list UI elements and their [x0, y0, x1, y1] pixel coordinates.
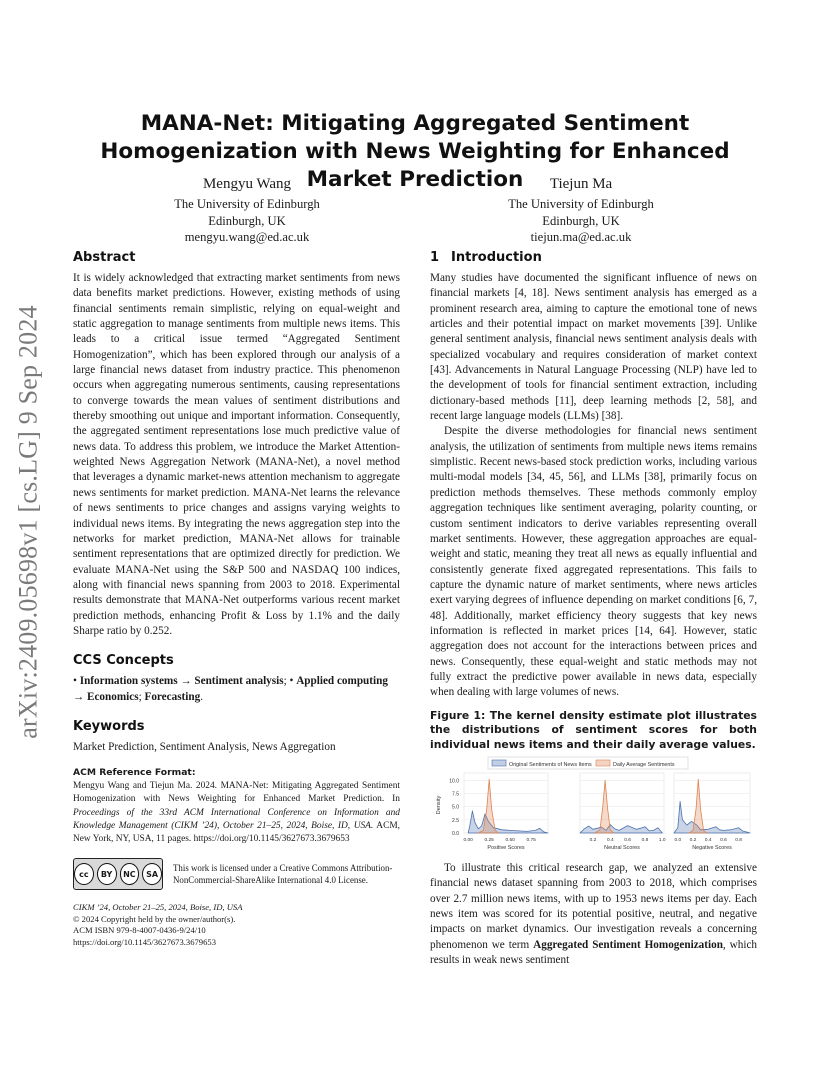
- ccs-concepts: [73, 674, 400, 705]
- ccs-bullet: •: [73, 675, 77, 688]
- paragraph-part: To illustrate this critical research gap, we analyzed an extensive financial news dataset spanning from 2003 to 2018, which comprises over 2.7 million news items, with up to 1953 news items per day. Each news item was scored for its potential positive, neutral, and negative impacts on market dynamics. Our investigation reveals a concerning phenomenon we term: [430, 862, 757, 951]
- original-sentiment-density: [580, 825, 662, 833]
- ccs-arrow: →: [73, 690, 85, 703]
- x-axis-label: Positive Scores: [487, 845, 525, 852]
- panel-frame: [464, 773, 548, 833]
- x-tick-label: 0.00: [463, 838, 473, 844]
- ccs-bullet: •: [289, 675, 294, 688]
- ccs-separator: ;: [283, 675, 287, 688]
- x-tick-label: 0.8: [735, 838, 742, 844]
- x-tick-label: 0.50: [505, 838, 515, 844]
- acm-ref-part: ACM, New York, NY, USA, 11 pages. https://doi.org/10.1145/3627673.3679653: [73, 820, 400, 845]
- acm-ref-part: Mengyu Wang and Tiejun Ma. 2024. MANA-Net: Mitigating Aggregated Sentiment Homogenization with News Weighting for Enhanced Market Prediction. In: [73, 781, 400, 805]
- ccs-concept: Applied computing: [296, 675, 388, 688]
- sa-icon: SA: [142, 863, 162, 885]
- author-affiliation: The University of Edinburgh: [508, 197, 654, 211]
- figure-caption: Figure 1: The kernel density estimate plot illustrates the distributions of sentiment scores for both individual news items and their daily average values.: [430, 708, 757, 752]
- keywords-text: Market Prediction, Sentiment Analysis, News Aggregation: [73, 740, 336, 753]
- intro-paragraph-1: Many studies have documented the significant influence of news on financial markets [4, 18]. News sentiment analysis has emerged as a prominent research area, aiming to capture the emotional tone of news articles and their potential impact on market movements [39]. Unlike general sentiment analysis, financial news sentiment analysis deals with specialized vocabulary and requires consideration of market context [43]. Advancements in Natural Language Processing (NLP) have led to the development of tools for financial sentiment extraction, including dictionary-based methods [11], deep learning methods [2, 58], and recent large language models (LLMs) [38].: [430, 272, 757, 423]
- intro-heading: [430, 250, 757, 265]
- ccs-concept: Sentiment analysis: [194, 675, 284, 688]
- author-location: Edinburgh, UK: [542, 213, 620, 228]
- ccs-arrow: →: [180, 675, 192, 688]
- panel-frame: [580, 773, 664, 833]
- section-title: Introduction: [451, 250, 542, 265]
- ccs-separator: ;: [138, 690, 142, 703]
- original-sentiment-density: [674, 801, 750, 833]
- legend-label: Original Sentiments of News Items: [509, 762, 592, 769]
- intro-paragraph-3: [430, 861, 757, 968]
- x-tick-label: 0.4: [704, 838, 712, 844]
- author-email[interactable]: tiejun.ma@ed.ac.uk: [530, 230, 632, 244]
- author-name: Tiejun Ma: [549, 176, 613, 192]
- author-location: Edinburgh, UK: [208, 213, 286, 228]
- cc-license-badge[interactable]: [73, 858, 163, 890]
- x-tick-label: 0.75: [526, 838, 536, 844]
- legend-swatch: [492, 760, 506, 766]
- by-icon: BY: [97, 863, 117, 885]
- author-affiliation: The University of Edinburgh: [174, 197, 320, 211]
- acm-ref-proceedings: Proceedings of the 33rd ACM International Conference on Information and Knowledge Management (CIKM ’24), October 21–25, 2024, Boise, ID, USA.: [73, 807, 400, 831]
- y-tick-label: 2.5: [452, 817, 459, 824]
- x-tick-label: 0.8: [641, 838, 649, 844]
- left-column: [73, 250, 400, 949]
- abstract-heading: Abstract: [73, 250, 136, 265]
- y-tick-label: 7.5: [452, 791, 459, 798]
- paper-title: MANA-Net: Mitigating Aggregated Sentiment Homogenization with News Weighting for Enhanced Market Prediction: [100, 111, 730, 192]
- daily-average-density: [478, 779, 498, 833]
- x-tick-label: 0.6: [720, 838, 727, 844]
- legend-swatch: [596, 760, 610, 766]
- x-tick-label: 1.0: [658, 838, 666, 844]
- legend-label: Daily Average Sentiments: [613, 762, 675, 769]
- y-axis-label: Density: [436, 795, 442, 815]
- original-sentiment-density: [468, 811, 548, 833]
- paragraph-part: , which results in weak news sentiment: [430, 938, 757, 967]
- abstract-text: It is widely acknowledged that extracting market sentiments from news data benefits market predictions. However, existing methods of using financial sentiments remain simplistic, relying on equal-weight and static aggregation to manage sentiments from multiple news items. This leads to a critical issue termed “Aggregated Sentiment Homogenization”, which has been explored through our analysis of a large financial news dataset from industry practice. This phenomenon occurs when aggregating numerous sentiments, causing representations to converge towards the mean values of sentiment distributions and thereby smoothing out unique and important information. Consequently, the aggregated sentiment representations lose much predictive value of news data. To address this problem, we introduce the Market Attention-weighted News Aggregation Network (MANA-Net), a novel method that leverages a dynamic market-news attention mechanism to aggregate news sentiments for market prediction. MANA-Net learns the relevance of news sentiments to price changes and assigns varying weights to individual news items. By integrating the news aggregation step into the networks for market prediction, MANA-Net allows for trainable sentiment representations that are optimized directly for prediction. We evaluate MANA-Net using the S&P 500 and NASDAQ 100 indices, along with financial news spanning from 2003 to 2018. Experimental results demonstrate that MANA-Net outperforms various recent market prediction methods, enhancing Profit & Loss by 1.1% and the daily Sharpe ratio by 0.252.: [73, 272, 400, 637]
- x-tick-label: 0.2: [589, 838, 597, 844]
- ccs-concept: Economics: [86, 690, 139, 703]
- x-axis-label: Negative Scores: [692, 845, 732, 852]
- arxiv-id-text: arXiv:2409.05698v1 [cs.LG] 9 Sep 2024: [14, 305, 43, 739]
- conference-line: CIKM ’24, October 21–25, 2024, Boise, ID, USA: [73, 902, 243, 913]
- author-block-2: [451, 175, 711, 246]
- copyright-line: © 2024 Copyright held by the owner/author(s).: [73, 913, 236, 924]
- author-block-1: [117, 175, 377, 246]
- x-tick-label: 0.0: [674, 838, 682, 844]
- ccs-heading: CCS Concepts: [73, 653, 174, 669]
- nc-icon: NC: [120, 863, 140, 885]
- author-name: Mengyu Wang: [202, 176, 292, 192]
- ccs-concept: Information systems: [79, 675, 178, 688]
- license-text: This work is licensed under a Creative Commons Attribution-NonCommercial-ShareAlike International 4.0 License.: [173, 863, 393, 886]
- section-number: 1: [430, 250, 440, 265]
- y-tick-label: 0.0: [452, 831, 459, 838]
- keywords-heading: Keywords: [73, 718, 145, 734]
- cc-icon: cc: [74, 863, 94, 885]
- right-column: [430, 250, 757, 968]
- y-tick-label: 10.0: [449, 778, 459, 785]
- arxiv-identifier: [14, 292, 44, 752]
- x-axis-label: Neutral Scores: [604, 845, 640, 852]
- copyright-footer: [73, 902, 400, 948]
- doi-link[interactable]: https://doi.org/10.1145/3627673.3679653: [73, 937, 216, 948]
- ccs-concept: Forecasting: [144, 690, 201, 703]
- y-tick-label: 5.0: [452, 804, 459, 811]
- ccs-end: .: [200, 690, 204, 703]
- acm-ref-heading: ACM Reference Format:: [73, 767, 196, 779]
- isbn-line: ACM ISBN 979-8-4007-0436-9/24/10: [73, 925, 206, 936]
- acm-ref-text: [73, 780, 400, 846]
- x-tick-label: 0.2: [689, 838, 697, 844]
- author-email[interactable]: mengyu.wang@ed.ac.uk: [184, 230, 310, 244]
- x-tick-label: 0.4: [606, 838, 614, 844]
- intro-paragraph-2: Despite the diverse methodologies for financial news sentiment analysis, the utilization of sentiments from multiple news items remains simplistic. Recent news-based stock prediction works, including various multi-modal models [34, 45, 56], and LLMs [38], primarily focus on prediction methods themselves. These methods commonly employ aggregation techniques like sentiment averaging, polarity counting, or custom sentiment indicators to derive variables representing overall market sentiments. However, these aggregation approaches are equal-weight and static, meaning they treat all news as equally influential and consistently generate fixed aggregated representations. This fails to capture the dynamic nature of market sentiments, where news articles exert varying degrees of influence depending on market conditions [6, 7, 48]. Additionally, market efficiency theory suggests that key news information is reflected in market prices [14, 64]. However, static aggregation does not account for the interactions between prices and news. Consequently, these equal-weight and static methods may not fully extract the predictive power available in news data, especially when dealing with large volumes of news.: [430, 425, 757, 699]
- kde-figure: [430, 755, 757, 855]
- emphasized-term: Aggregated Sentiment Homogenization: [533, 938, 723, 951]
- x-tick-label: 0.25: [484, 838, 494, 844]
- x-tick-label: 0.6: [624, 838, 631, 844]
- license-block: [73, 858, 400, 890]
